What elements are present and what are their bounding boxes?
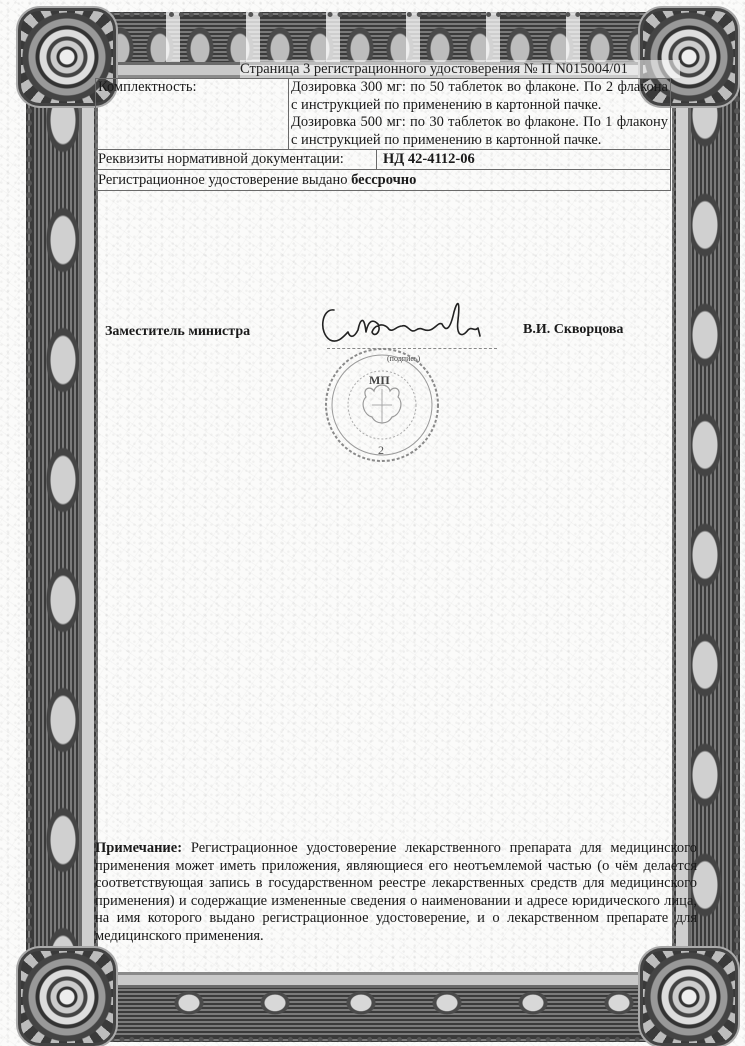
packaging-label: Комплектность: [96, 79, 289, 150]
specification-table [95, 78, 671, 191]
note-label: Примечание: [95, 840, 183, 856]
signature-caption: (подпись) [387, 354, 421, 363]
handwritten-signature-icon [312, 292, 492, 352]
validity-label: Регистрационное удостоверение выдано [98, 172, 348, 188]
stamp-number: 2 [378, 443, 384, 457]
normative-docs-value: НД 42-4112-06 [383, 151, 475, 167]
table-row-normative-docs [96, 150, 671, 170]
stamp-label: МП [369, 373, 390, 387]
table-row-packaging [96, 79, 671, 150]
validity-value: бессрочно [351, 172, 417, 188]
table-row-validity [96, 170, 671, 191]
signatory-title: Заместитель министра [105, 324, 251, 339]
page-header: Страница 3 регистрационного удостоверения № П N015004/01 [240, 60, 680, 78]
packaging-500mg: Дозировка 500 мг: по 30 таблеток во флаконе. По 1 флакону с инструкцией по применению в картонной пачке. [291, 114, 668, 148]
normative-docs-label: Реквизиты нормативной документации: [96, 150, 377, 169]
note-paragraph [95, 840, 697, 945]
signatory-name: В.И. Скворцова [523, 322, 624, 337]
packaging-value [289, 79, 671, 150]
note-text: Регистрационное удостоверение лекарственного препарата для медицинского применения может иметь приложения, являющиеся его неотъемлемой частью (о чём делается соответствующая запись в государственном реестре лекарственных средств для медицинского применения) и содержащие измененные сведения о наименовании и адресе юридического лица, на имя которого выдано регистрационное удостоверение, и о лекарственном препарате для медицинского применения. [95, 840, 697, 944]
official-stamp [322, 345, 442, 465]
packaging-300mg: Дозировка 300 мг: по 50 таблеток во флаконе. По 2 флакона с инструкцией по применению в картонной пачке. [291, 79, 668, 113]
